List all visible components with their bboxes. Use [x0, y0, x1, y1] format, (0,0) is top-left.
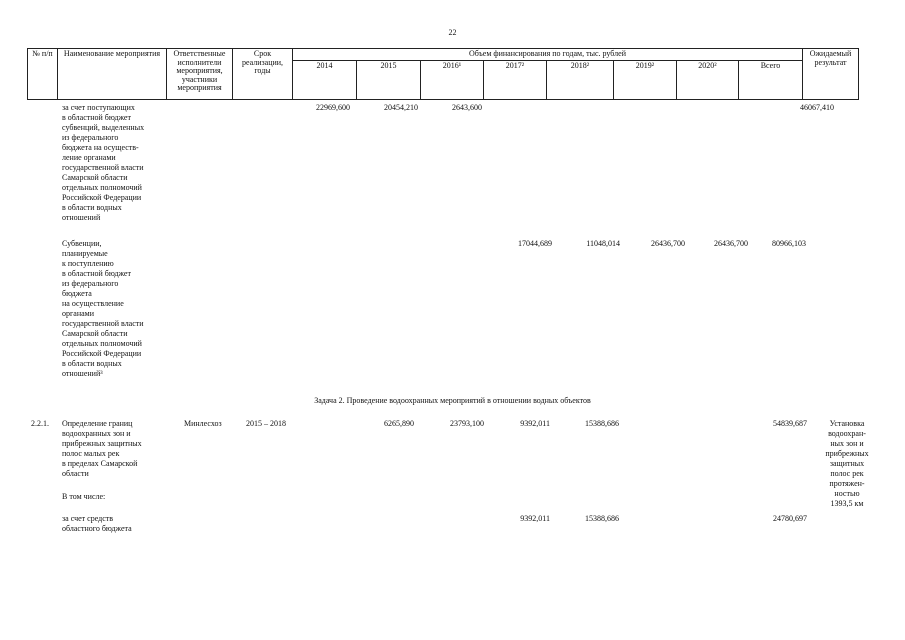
header-year: 2019² [614, 60, 677, 99]
header-result: Ожидаемый результат [803, 49, 859, 100]
header-term: Срок реализации, годы [233, 49, 293, 100]
item-sub-name: за счет средств областного бюджета [62, 514, 132, 533]
item-value: 9392,011 [520, 419, 550, 428]
item-name: Определение границ водоохранных зон и прибрежных защитных полос малых рек в пределах Самарской области [62, 419, 142, 478]
row-value: 2643,600 [452, 103, 482, 112]
item-including-label: В том числе: [62, 492, 106, 501]
row-value: 11048,014 [586, 239, 620, 248]
header-total: Всего [739, 60, 803, 99]
row-total: 46067,410 [800, 103, 834, 112]
header-year: 2015 [357, 60, 421, 99]
task-title: Задача 2. Проведение водоохранных мероприятий в отношении водных объектов [314, 396, 591, 405]
header-num: № п/п [28, 49, 58, 100]
row-total: 80966,103 [772, 239, 806, 248]
page-number: 22 [448, 28, 457, 37]
row-value: 20454,210 [384, 103, 418, 112]
item-term: 2015 – 2018 [246, 419, 286, 428]
row-name: за счет поступающих в областной бюджет субвенций, выделенных из федерального бюджета на осуществ- ление органами государственной власти Самарской области отдельных полномочий Российской Федерации в области водных отношений [62, 103, 145, 222]
item-sub-total: 24780,697 [773, 514, 807, 523]
header-year: 2020² [677, 60, 739, 99]
header-responsible: Ответственные исполнители мероприятия, участники мероприятия [167, 49, 233, 100]
row-value: 22969,600 [316, 103, 350, 112]
header-year: 2018² [547, 60, 614, 99]
item-sub-value: 15388,686 [585, 514, 619, 523]
header-financing: Объем финансирования по годам, тыс. рублей [293, 49, 803, 61]
header-year: 2014 [293, 60, 357, 99]
row-value: 17044,689 [518, 239, 552, 248]
row-value: 26436,700 [714, 239, 748, 248]
header-year: 2016¹ [421, 60, 484, 99]
header-year: 2017² [484, 60, 547, 99]
item-result: Установка водоохран- ных зон и прибрежных защитных полос рек протяжен- ностью 1393,5 км [825, 419, 869, 508]
item-total: 54839,687 [773, 419, 807, 428]
row-value: 26436,700 [651, 239, 685, 248]
item-value: 6265,890 [384, 419, 414, 428]
item-responsible: Минлесхоз [184, 419, 222, 428]
row-name: Субвенции, планируемые к поступлению в областной бюджет из федерального бюджета на осуществление органами государственной власти Самарской области отдельных полномочий Российской Федерации в области водных отношений³ [62, 239, 144, 378]
item-number: 2.2.1. [31, 419, 49, 428]
item-value: 15388,686 [585, 419, 619, 428]
item-value: 23793,100 [450, 419, 484, 428]
table-header [27, 48, 859, 100]
header-name: Наименование мероприятия [58, 49, 167, 100]
item-sub-value: 9392,011 [520, 514, 550, 523]
